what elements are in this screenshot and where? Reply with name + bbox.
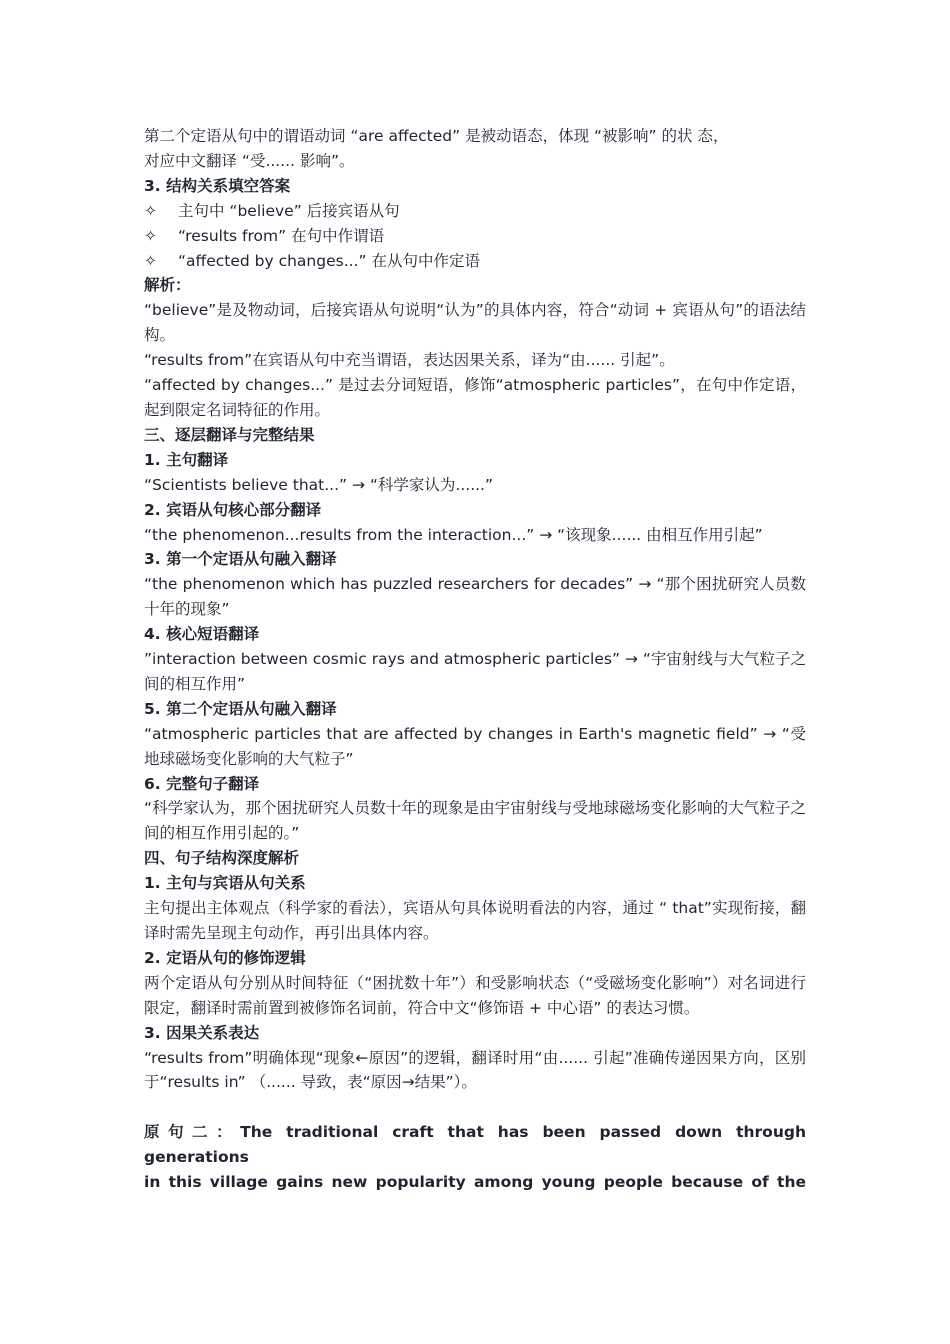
blank-line <box>144 1095 806 1120</box>
subheading: 3. 第一个定语从句融入翻译 <box>144 550 337 569</box>
paragraph: “results from”在宾语从句中充当谓语，表达因果关系，译为“由...... 引起”。 <box>144 351 675 370</box>
paragraph: “believe”是及物动词，后接宾语从句说明“认为”的具体内容，符合“动词 + 宾语从句”的语法结构。 <box>144 301 806 345</box>
subheading: 1. 主句翻译 <box>144 450 229 469</box>
paragraph: ”interaction between cosmic rays and atmospheric particles” → “宇宙射线与大气粒子之间的相互作用” <box>144 650 806 693</box>
subheading: 2. 定语从句的修饰逻辑 <box>144 948 306 967</box>
bullet-text: 主句中 “believe” 后接宾语从句 <box>178 201 400 220</box>
paragraph: 两个定语从句分别从时间特征（“困扰数十年”）和受影响状态（“受磁场变化影响”）对名词进行限定，翻译时需前置到被修饰名词前，符合中文“修饰语 + 中心语” 的表达习惯。 <box>144 973 806 1017</box>
bullet-item <box>144 224 806 249</box>
original-sentence-line: 原句二：The traditional craft that has been passed down through generations <box>144 1123 806 1167</box>
paragraph: “科学家认为，那个困扰研究人员数十年的现象是由宇宙射线与受地球磁场变化影响的大气粒子之间的相互作用引起的。” <box>144 799 806 843</box>
subheading: 4. 核心短语翻译 <box>144 625 260 644</box>
section-heading: 三、逐层翻译与完整结果 <box>144 425 315 444</box>
subheading: 解析： <box>144 276 191 295</box>
bullet-item <box>144 199 806 224</box>
paragraph: “affected by changes...” 是过去分词短语，修饰“atmospheric particles”，在句中作定语，起到限定名词特征的作用。 <box>144 376 806 419</box>
paragraph: “the phenomenon...results from the interaction...” → “该现象...... 由相互作用引起” <box>144 525 763 544</box>
subheading: 3. 因果关系表达 <box>144 1023 260 1042</box>
paragraph: “Scientists believe that...” → “科学家认为......” <box>144 475 494 494</box>
text-line: 第二个定语从句中的谓语动词 “are affected” 是被动语态，体现 “被影响” 的状 态， <box>144 127 729 145</box>
paragraph: “the phenomenon which has puzzled researchers for decades” → “那个困扰研究人员数十年的现象” <box>144 575 806 619</box>
paragraph: “atmospheric particles that are affected by changes in Earth's magnetic field” → “受地球磁场变化影响的大气粒子” <box>144 724 806 768</box>
bullet-item <box>144 249 806 274</box>
bullet-text: “results from” 在句中作谓语 <box>178 226 385 245</box>
subheading: 1. 主句与宾语从句关系 <box>144 874 306 893</box>
paragraph: 主句提出主体观点（科学家的看法），宾语从句具体说明看法的内容，通过 “ that”实现衔接，翻译时需先呈现主句动作，再引出具体内容。 <box>144 899 806 942</box>
diamond-bullet-icon: ✧ <box>144 251 157 270</box>
subheading: 5. 第二个定语从句融入翻译 <box>144 699 337 718</box>
text-line: 对应中文翻译 “受...... 影响”。 <box>144 151 355 170</box>
diamond-bullet-icon: ✧ <box>144 201 157 220</box>
diamond-bullet-icon: ✧ <box>144 226 157 245</box>
subheading: 2. 宾语从句核心部分翻译 <box>144 500 322 519</box>
subheading: 6. 完整句子翻译 <box>144 774 260 793</box>
bullet-text: “affected by changes...” 在从句中作定语 <box>178 251 480 270</box>
section-heading: 四、句子结构深度解析 <box>144 849 300 868</box>
document-page <box>144 124 806 1195</box>
original-sentence-line: in this village gains new popularity among young people because of the <box>144 1173 806 1192</box>
subheading: 3. 结构关系填空答案 <box>144 176 291 195</box>
paragraph: “results from”明确体现“现象←原因”的逻辑，翻译时用“由...... 引起”准确传递因果方向，区别于“results in” （...... 导致，表“原因→结果”）。 <box>144 1048 806 1092</box>
